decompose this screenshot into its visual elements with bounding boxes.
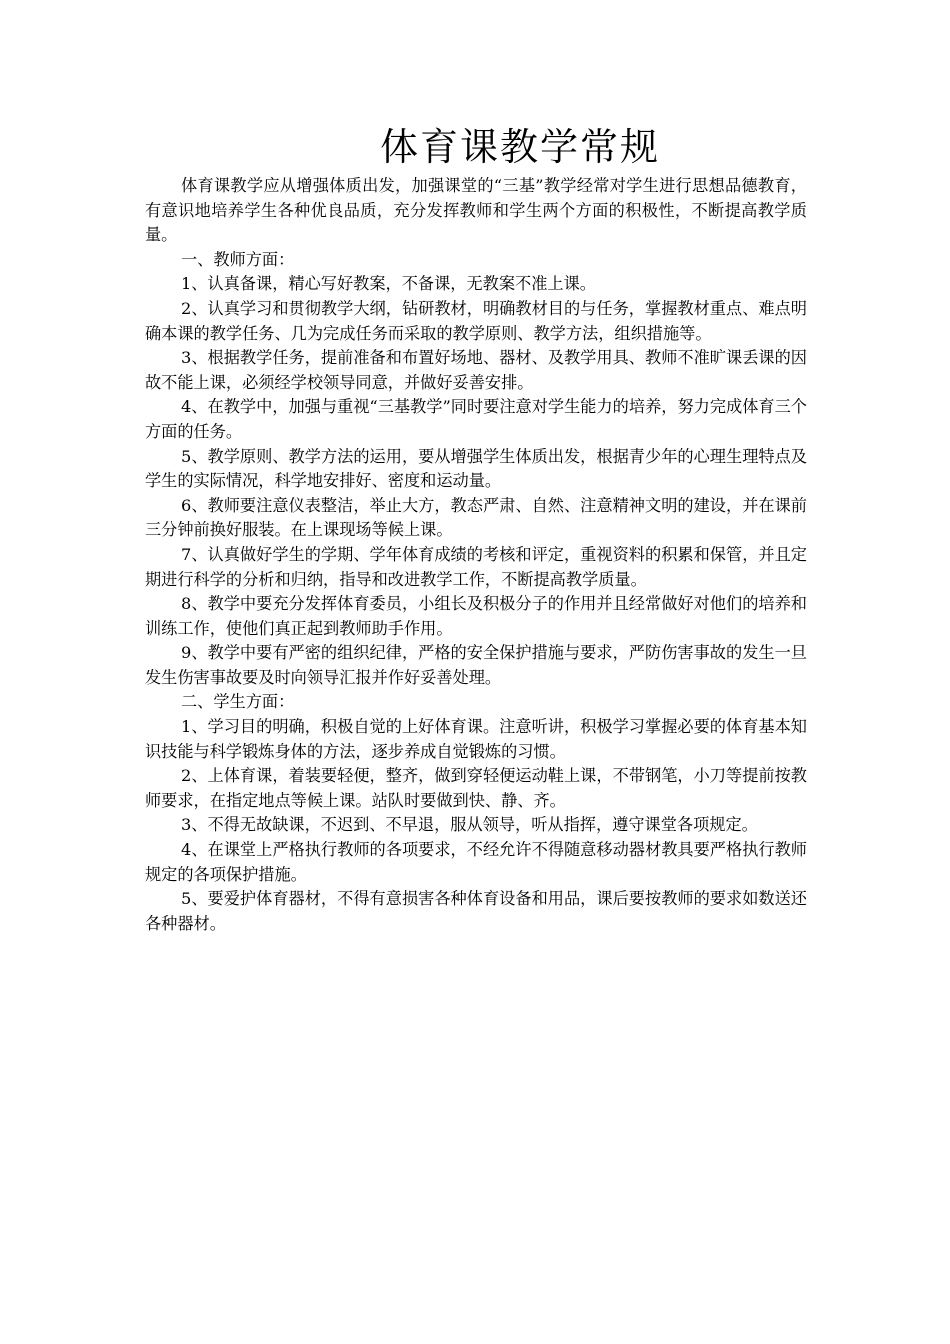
teacher-rule-4: 4、在教学中，加强与重视“三基教学”同时要注意对学生能力的培养，努力完成体育三个方面的任务。 bbox=[145, 397, 807, 441]
teacher-rule-2: 2、认真学习和贯彻教学大纲，钻研教材，明确教材目的与任务，掌握教材重点、难点明确本课的教学任务、几为完成任务而采取的教学原则、教学方法，组织措施等。 bbox=[145, 298, 807, 343]
student-rule-5: 5、要爱护体育器材，不得有意损害各种体育设备和用品，课后要按教师的要求如数送还各种器材。 bbox=[145, 889, 807, 933]
student-rule-3: 3、不得无故缺课，不迟到、不早退，服从领导，听从指挥，遵守课堂各项规定。 bbox=[181, 815, 758, 835]
intro-paragraph: 体育课教学应从增强体质出发，加强课堂的“三基”教学经常对学生进行思想品德教育，有意识地培养学生各种优良品质，充分发挥教师和学生两个方面的积极性，不断提高教学质量。 bbox=[145, 176, 807, 245]
student-rule-4: 4、在课堂上严格执行教师的各项要求，不经允许不得随意移动器材教具要严格执行教师规定的各项保护措施。 bbox=[145, 840, 807, 884]
student-rule-2: 2、上体育课，着装要轻便，整齐，做到穿轻便运动鞋上课，不带钢笔，小刀等提前按教师要求，在指定地点等候上课。站队时要做到快、静、齐。 bbox=[145, 766, 807, 810]
document-title: 体育课教学常规 bbox=[379, 125, 660, 169]
teacher-rule-8: 8、教学中要充分发挥体育委员，小组长及积极分子的作用并且经常做好对他们的培养和训练工作，使他们真正起到教师助手作用。 bbox=[145, 594, 807, 638]
document-body bbox=[145, 174, 807, 936]
teacher-rule-7: 7、认真做好学生的学期、学年体育成绩的考核和评定，重视资料的积累和保管，并且定期进行科学的分析和归纳，指导和改进教学工作，不断提高教学质量。 bbox=[145, 544, 807, 589]
teacher-rule-9: 9、教学中要有严密的组织纪律，严格的安全保护措施与要求，严防伤害事故的发生一旦发生伤害事故要及时向领导汇报并作好妥善处理。 bbox=[145, 643, 807, 687]
teacher-rule-1: 1、认真备课，精心写好教案，不备课，无教案不准上课。 bbox=[181, 274, 596, 294]
teacher-rule-6: 6、教师要注意仪表整洁，举止大方，教态严肃、自然、注意精神文明的建设，并在课前三分钟前换好服装。在上课现场等候上课。 bbox=[145, 495, 807, 540]
section-heading-teachers: 一、教师方面： bbox=[181, 249, 295, 269]
teacher-rule-3: 3、根据教学任务，提前准备和布置好场地、器材、及教学用具、教师不准旷课丢课的因故不能上课，必须经学校领导同意，并做好妥善安排。 bbox=[145, 348, 807, 392]
teacher-rule-5: 5、教学原则、教学方法的运用，要从增强学生体质出发，根据青少年的心理生理特点及学生的实际情况，科学地安排好、密度和运动量。 bbox=[145, 446, 807, 491]
student-rule-1: 1、学习目的明确，积极自觉的上好体育课。注意听讲，积极学习掌握必要的体育基本知识技能与科学锻炼身体的方法，逐步养成自觉锻炼的习惯。 bbox=[145, 717, 807, 761]
section-heading-students: 二、学生方面： bbox=[181, 692, 295, 712]
